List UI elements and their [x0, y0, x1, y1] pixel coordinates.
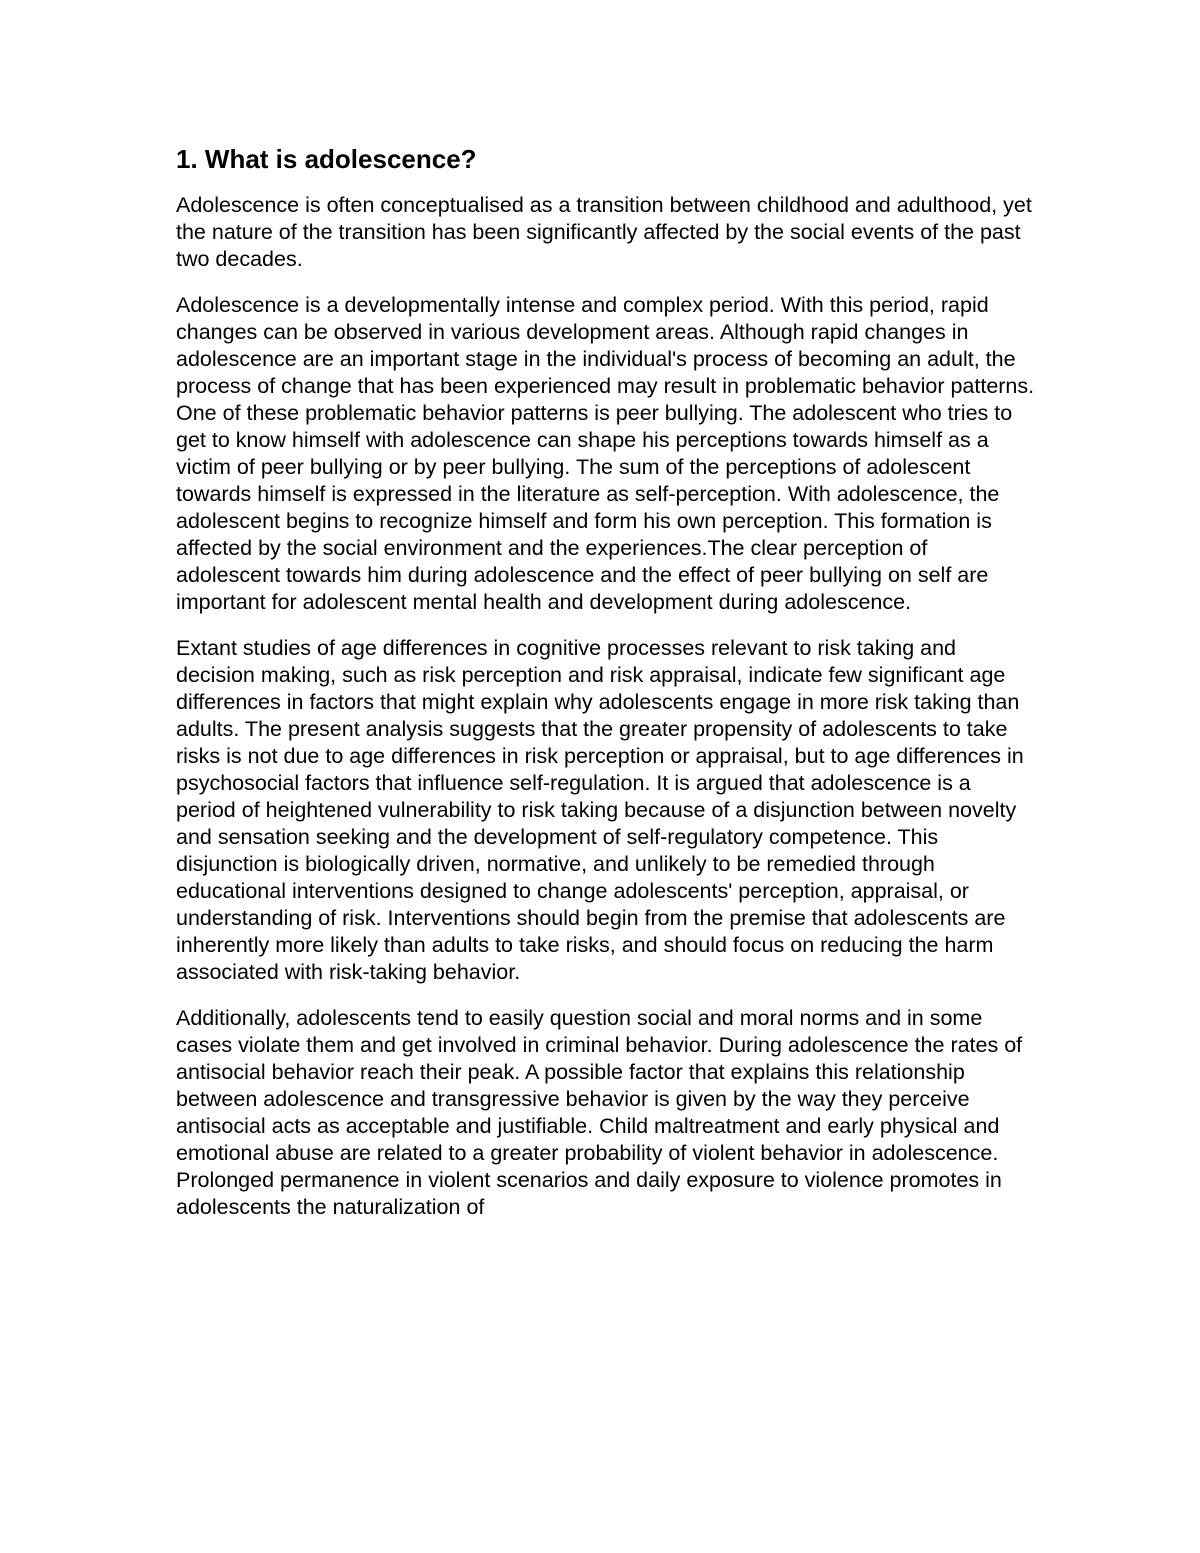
document-body — [176, 142, 1036, 1240]
paragraph-development: Adolescence is a developmentally intense and complex period. With this period, rapid changes can be observed in various development areas. Although rapid changes in adolescence are an important stage in the individual's process of becoming an adult, the process of change that has been experienced may result in problematic behavior patterns. One of these problematic behavior patterns is peer bullying. The adolescent who tries to get to know himself with adolescence can shape his perceptions towards himself as a victim of peer bullying or by peer bullying. The sum of the perceptions of adolescent towards himself is expressed in the literature as self-perception. With adolescence, the adolescent begins to recognize himself and form his own perception. This formation is affected by the social environment and the experiences.The clear perception of adolescent towards him during adolescence and the effect of peer bullying on self are important for adolescent mental health and development during adolescence. — [176, 293, 1035, 614]
section-heading: 1. What is adolescence? — [176, 144, 477, 174]
paragraph-definition: Adolescence is often conceptualised as a transition between childhood and adulthood, yet the nature of the transition has been significantly affected by the social events of the past two decades. — [176, 193, 1032, 271]
paragraph-risk-taking: Extant studies of age differences in cognitive processes relevant to risk taking and decision making, such as risk perception and risk appraisal, indicate few significant age differences in factors that might explain why adolescents engage in more risk taking than adults. The present analysis suggests that the greater propensity of adolescents to take risks is not due to age differences in risk perception or appraisal, but to age differences in psychosocial factors that influence self-regulation. It is argued that adolescence is a period of heightened vulnerability to risk taking because of a disjunction between novelty and sensation seeking and the development of self-regulatory competence. This disjunction is biologically driven, normative, and unlikely to be remedied through educational interventions designed to change adolescents' perception, appraisal, or understanding of risk. Interventions should begin from the premise that adolescents are inherently more likely than adults to take risks, and should focus on reducing the harm associated with risk-taking behavior. — [176, 636, 1024, 984]
paragraph-antisocial-behavior: Additionally, adolescents tend to easily question social and moral norms and in some cases violate them and get involved in criminal behavior. During adolescence the rates of antisocial behavior reach their peak. A possible factor that explains this relationship between adolescence and transgressive behavior is given by the way they perceive antisocial acts as acceptable and justifiable. Child maltreatment and early physical and emotional abuse are related to a greater probability of violent behavior in adolescence. Prolonged permanence in violent scenarios and daily exposure to violence promotes in adolescents the naturalization of — [176, 1006, 1023, 1219]
